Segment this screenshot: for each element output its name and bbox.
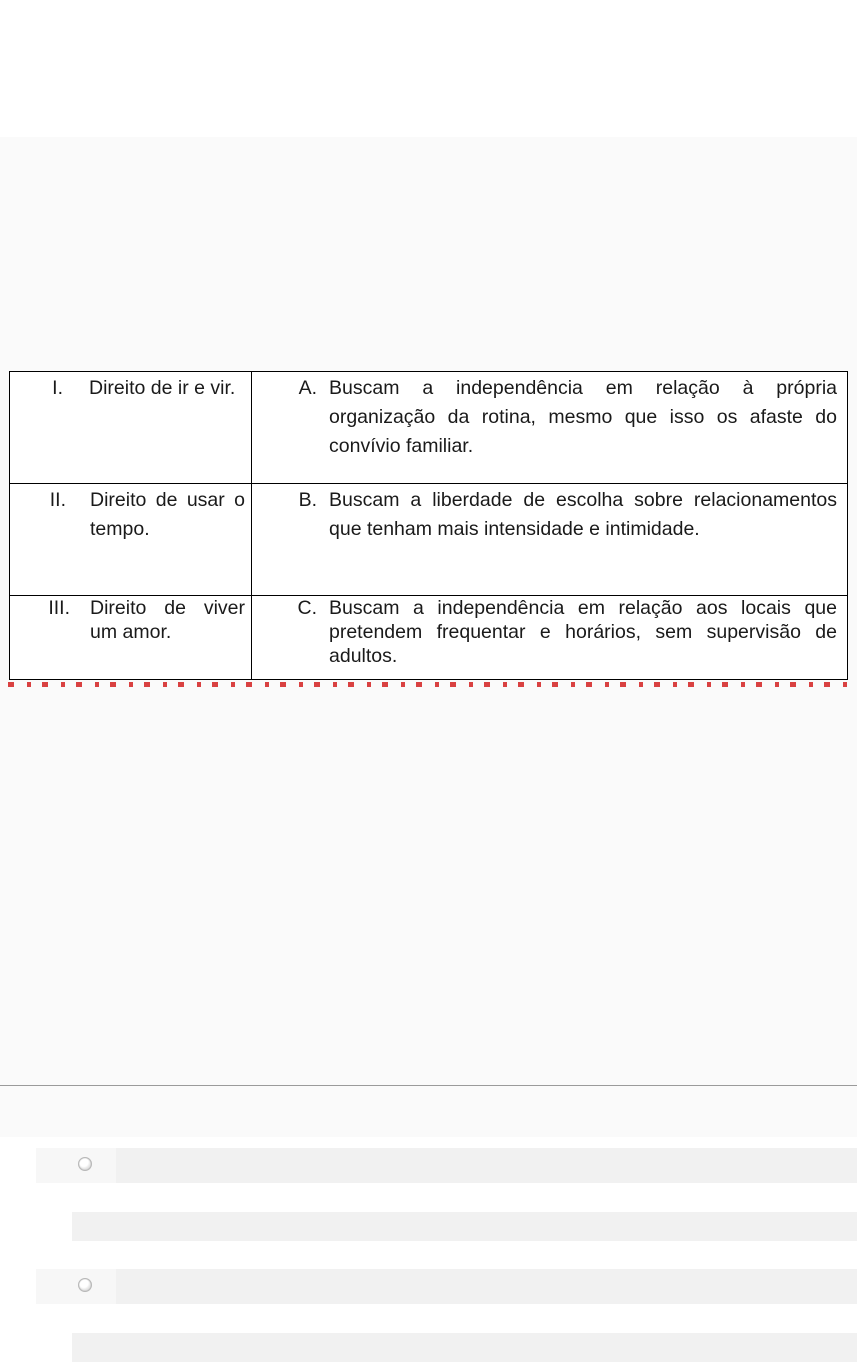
right-name [66,486,251,544]
divider [0,1085,857,1086]
option-sub-placeholder [72,1212,857,1241]
right-description: Buscam a independência em relação à própria organização da rotina, mesmo que isso os afaste do convívio familiar. [329,377,837,457]
clipped-red-text [8,682,848,687]
option-sub-placeholder [72,1333,857,1362]
option-text-placeholder[interactable] [116,1148,857,1183]
right-cell [252,596,848,680]
radio-cell [36,1148,116,1183]
left-cell [10,372,252,484]
left-cell [10,484,252,596]
roman-numeral: II. [49,489,66,511]
radio-button-icon[interactable] [78,1157,92,1171]
right-name-text: Direito de usar o tempo. [90,489,245,540]
option-letter: B. [298,489,317,511]
radio-button-icon[interactable] [78,1278,92,1292]
table-row [10,372,848,484]
right-description: Buscam a independência em relação aos locais que pretendem frequentar e horários, sem supervisão de adultos. [329,597,837,667]
right-cell [252,372,848,484]
radio-cell [36,1269,116,1304]
left-cell [10,596,252,680]
roman-numeral: I. [52,377,63,399]
roman-numeral: III. [48,597,70,619]
option-text-placeholder[interactable] [116,1269,857,1304]
right-name: Direito de ir e vir. [89,377,236,399]
table-row [10,484,848,596]
answer-option[interactable] [36,1148,857,1183]
association-table [9,371,848,680]
table-row [10,596,848,680]
answer-option[interactable] [36,1269,857,1304]
right-name: Direito de viver um amor. [90,597,245,643]
option-letter: C. [297,597,317,619]
right-description: Buscam a liberdade de escolha sobre relacionamentos que tenham mais intensidade e intimidade. [329,489,837,540]
right-cell [252,484,848,596]
option-letter: A. [298,377,317,399]
